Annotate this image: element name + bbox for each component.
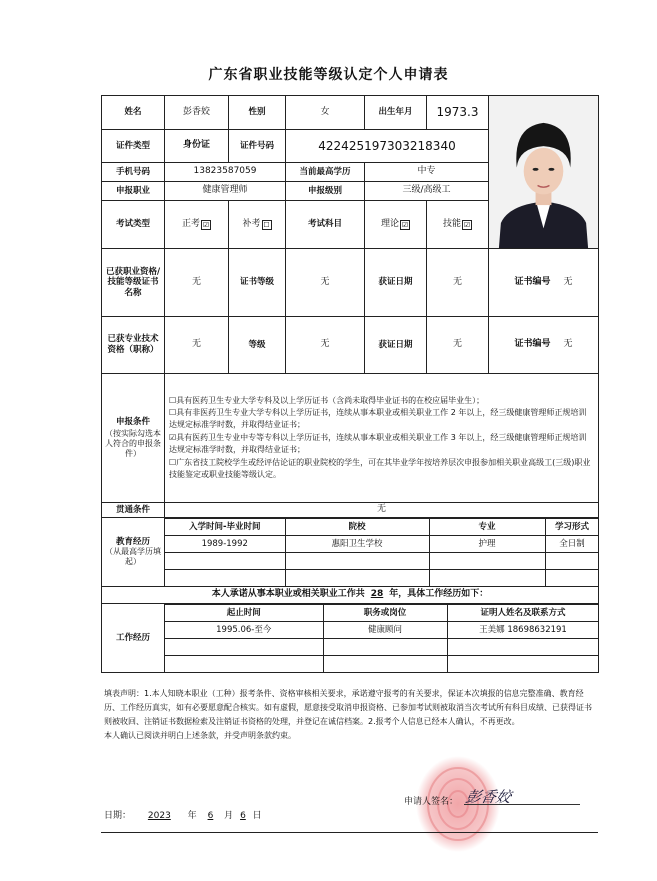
prof-number-label: 证书编号: [514, 339, 551, 350]
conditions-label-cell: [102, 374, 165, 503]
examtype-label: 考试类型: [102, 201, 165, 249]
edu-header: 入学时间-毕业时间: [165, 519, 285, 536]
birth-label: 出生年月: [365, 96, 427, 130]
date-row: 日期： 2023 年 6 月 6 日: [104, 811, 262, 821]
declaration-confirm: 本人确认已阅读并明白上述条款，并受声明条款约束。: [104, 731, 296, 740]
idnum-value: 422425197303218340: [286, 130, 489, 163]
jineng-option[interactable]: [427, 201, 489, 249]
education-label-cell: [102, 518, 165, 587]
cert-level-value: 无: [286, 249, 365, 317]
table-row: [165, 656, 599, 673]
zhengkao-option[interactable]: [165, 201, 229, 249]
declaration: [104, 687, 594, 743]
level-label: 申报级别: [286, 182, 365, 201]
jineng-label: 技能: [442, 218, 461, 229]
signature-line: [464, 804, 580, 805]
education-hint: （从最高学历填起）: [105, 547, 161, 567]
date-label: 日期：: [104, 811, 132, 821]
condition-checkbox[interactable]: ☐: [169, 395, 177, 405]
work-commitment: 本人承诺从事本职业或相关职业工作共 28 年，具体工作经历如下：: [102, 587, 599, 604]
table-row: [165, 570, 599, 587]
condition-item[interactable]: ☐具有医药卫生专业大学专科及以上学历证书（含尚未取得毕业证书的在校应届毕业生）；: [169, 395, 485, 405]
through-label: 贯通条件: [102, 503, 165, 518]
idtype-label: 证件类型: [102, 130, 165, 163]
phone-label: 手机号码: [102, 163, 165, 182]
condition-item[interactable]: ☐具有非医药卫生专业大学专科以上学历证书，连续从事本职业或相关职业工作 2 年以上，经三级健康管理师正规培训达规定标准学时数，并取得结业证书；: [169, 408, 587, 430]
education-table-cell: [165, 518, 599, 587]
prof-title-value: 无: [165, 317, 229, 374]
edu-header: 专业: [429, 519, 545, 536]
jineng-checkbox[interactable]: ☑: [463, 220, 471, 229]
zhengkao-label: 正考: [181, 218, 200, 229]
bottom-border: [101, 832, 598, 833]
work-header: 证明人姓名及联系方式: [447, 605, 599, 622]
declaration-body: 填表声明：1.本人知晓本职业（工种）报考条件、资格审核相关要求，承诺遵守报考的有关要求，保证本次填报的信息完整准确、教育经历、工作经历真实，如有必要愿意配合核实。如有虚假，愿意接受取消申报资格、已参加考试则被取消当次考试所有科目成绩、已获得证书则被收回、注销证书数据检索及注销证书资格的处理，并登记在诚信档案。2.报考个人信息已经本人确认，不再更改。: [104, 689, 592, 726]
conditions-list: [165, 374, 599, 503]
conditions-hint: （按实际勾选本人符合的申报条件）: [105, 429, 161, 459]
table-row: 1995.06-至今 健康顾问 王美娜 18698632191: [165, 622, 599, 639]
cert-date-label: 获证日期: [365, 249, 427, 317]
condition-item[interactable]: ☑具有医药卫生专业中专等专科以上学历证书，连续从事本职业或相关职业工作 3 年以上，经三级健康管理师正规培训达规定标准学时数，并取得结业证书；: [169, 432, 587, 455]
date-year: 2023: [147, 811, 171, 821]
gender-label: 性别: [229, 96, 286, 130]
idtype-value: 身份证: [165, 130, 229, 163]
lilun-option[interactable]: [365, 201, 427, 249]
condition-checkbox[interactable]: ☐: [169, 408, 177, 418]
applicant-signature: 彭香姣: [463, 788, 513, 806]
prof-number-cell: [489, 317, 599, 374]
prof-title-label: 已获专业技术资格（职称）: [102, 317, 165, 374]
work-label: 工作经历: [102, 604, 165, 673]
photo-cell: [489, 96, 599, 249]
subject-label: 考试科目: [286, 201, 365, 249]
idnum-label: 证件号码: [229, 130, 286, 163]
cert-number-label: 证书编号: [514, 276, 551, 287]
name-label: 姓名: [102, 96, 165, 130]
bukao-label: 补考: [242, 218, 261, 229]
condition-checkbox[interactable]: ☐: [169, 457, 177, 467]
prof-date-value: 无: [427, 317, 489, 374]
table-row: [165, 639, 599, 656]
bukao-checkbox[interactable]: ☐: [263, 220, 270, 229]
signature-label: 申请人签名：: [404, 797, 459, 807]
lilun-label: 理论: [380, 218, 399, 229]
cert-date-value: 无: [427, 249, 489, 317]
through-value: 无: [165, 503, 599, 518]
work-years: 28: [370, 589, 384, 600]
form-title: 广东省职业技能等级认定个人申请表: [208, 67, 449, 83]
prof-number-value: 无: [563, 339, 573, 350]
edu-header: 院校: [285, 519, 429, 536]
gender-value: 女: [286, 96, 365, 130]
edu-value: 中专: [365, 163, 489, 182]
zhengkao-checkbox[interactable]: ☑: [202, 220, 210, 229]
table-row: [165, 553, 599, 570]
work-table: [165, 604, 599, 672]
education-label: 教育经历: [115, 536, 150, 547]
date-month: 6: [207, 811, 214, 821]
prof-level-label: 等级: [229, 317, 286, 374]
application-form: [101, 95, 599, 673]
cert-number-value: 无: [563, 276, 573, 287]
edu-label: 当前最高学历: [286, 163, 365, 182]
cert-value: 无: [165, 249, 229, 317]
date-day: 6: [240, 811, 246, 821]
work-header: 起止时间: [165, 605, 323, 622]
cert-number-cell: [489, 249, 599, 317]
edu-header: 学习形式: [545, 519, 599, 536]
level-value: 三级/高级工: [365, 182, 489, 201]
work-table-cell: [165, 604, 599, 673]
condition-item[interactable]: ☐广东省技工院校学生或经评估论证的职业院校的学生，可在其毕业学年按培养层次申报参加相关职业高级工(三级)职业技能鉴定或职业技能等级认定。: [169, 457, 591, 479]
education-table: [165, 518, 599, 586]
job-value: 健康管理师: [165, 182, 286, 201]
prof-date-label: 获证日期: [365, 317, 427, 374]
table-row: 1989-1992 惠阳卫生学校 护理 全日制: [165, 536, 599, 553]
conditions-label: 申报条件: [115, 416, 150, 427]
applicant-photo: [489, 96, 598, 248]
job-label: 申报职业: [102, 182, 165, 201]
name-value: 彭香姣: [165, 96, 229, 130]
phone-value: 13823587059: [165, 163, 286, 182]
lilun-checkbox[interactable]: ☑: [401, 220, 409, 229]
condition-checkbox[interactable]: ☑: [169, 432, 177, 442]
cert-label: 已获职业资格/技能等级证书名称: [102, 249, 165, 317]
bukao-option[interactable]: [229, 201, 286, 249]
prof-level-value: 无: [286, 317, 365, 374]
birth-value: 1973.3: [427, 96, 489, 130]
cert-level-label: 证书等级: [229, 249, 286, 317]
work-header: 职务或岗位: [323, 605, 447, 622]
